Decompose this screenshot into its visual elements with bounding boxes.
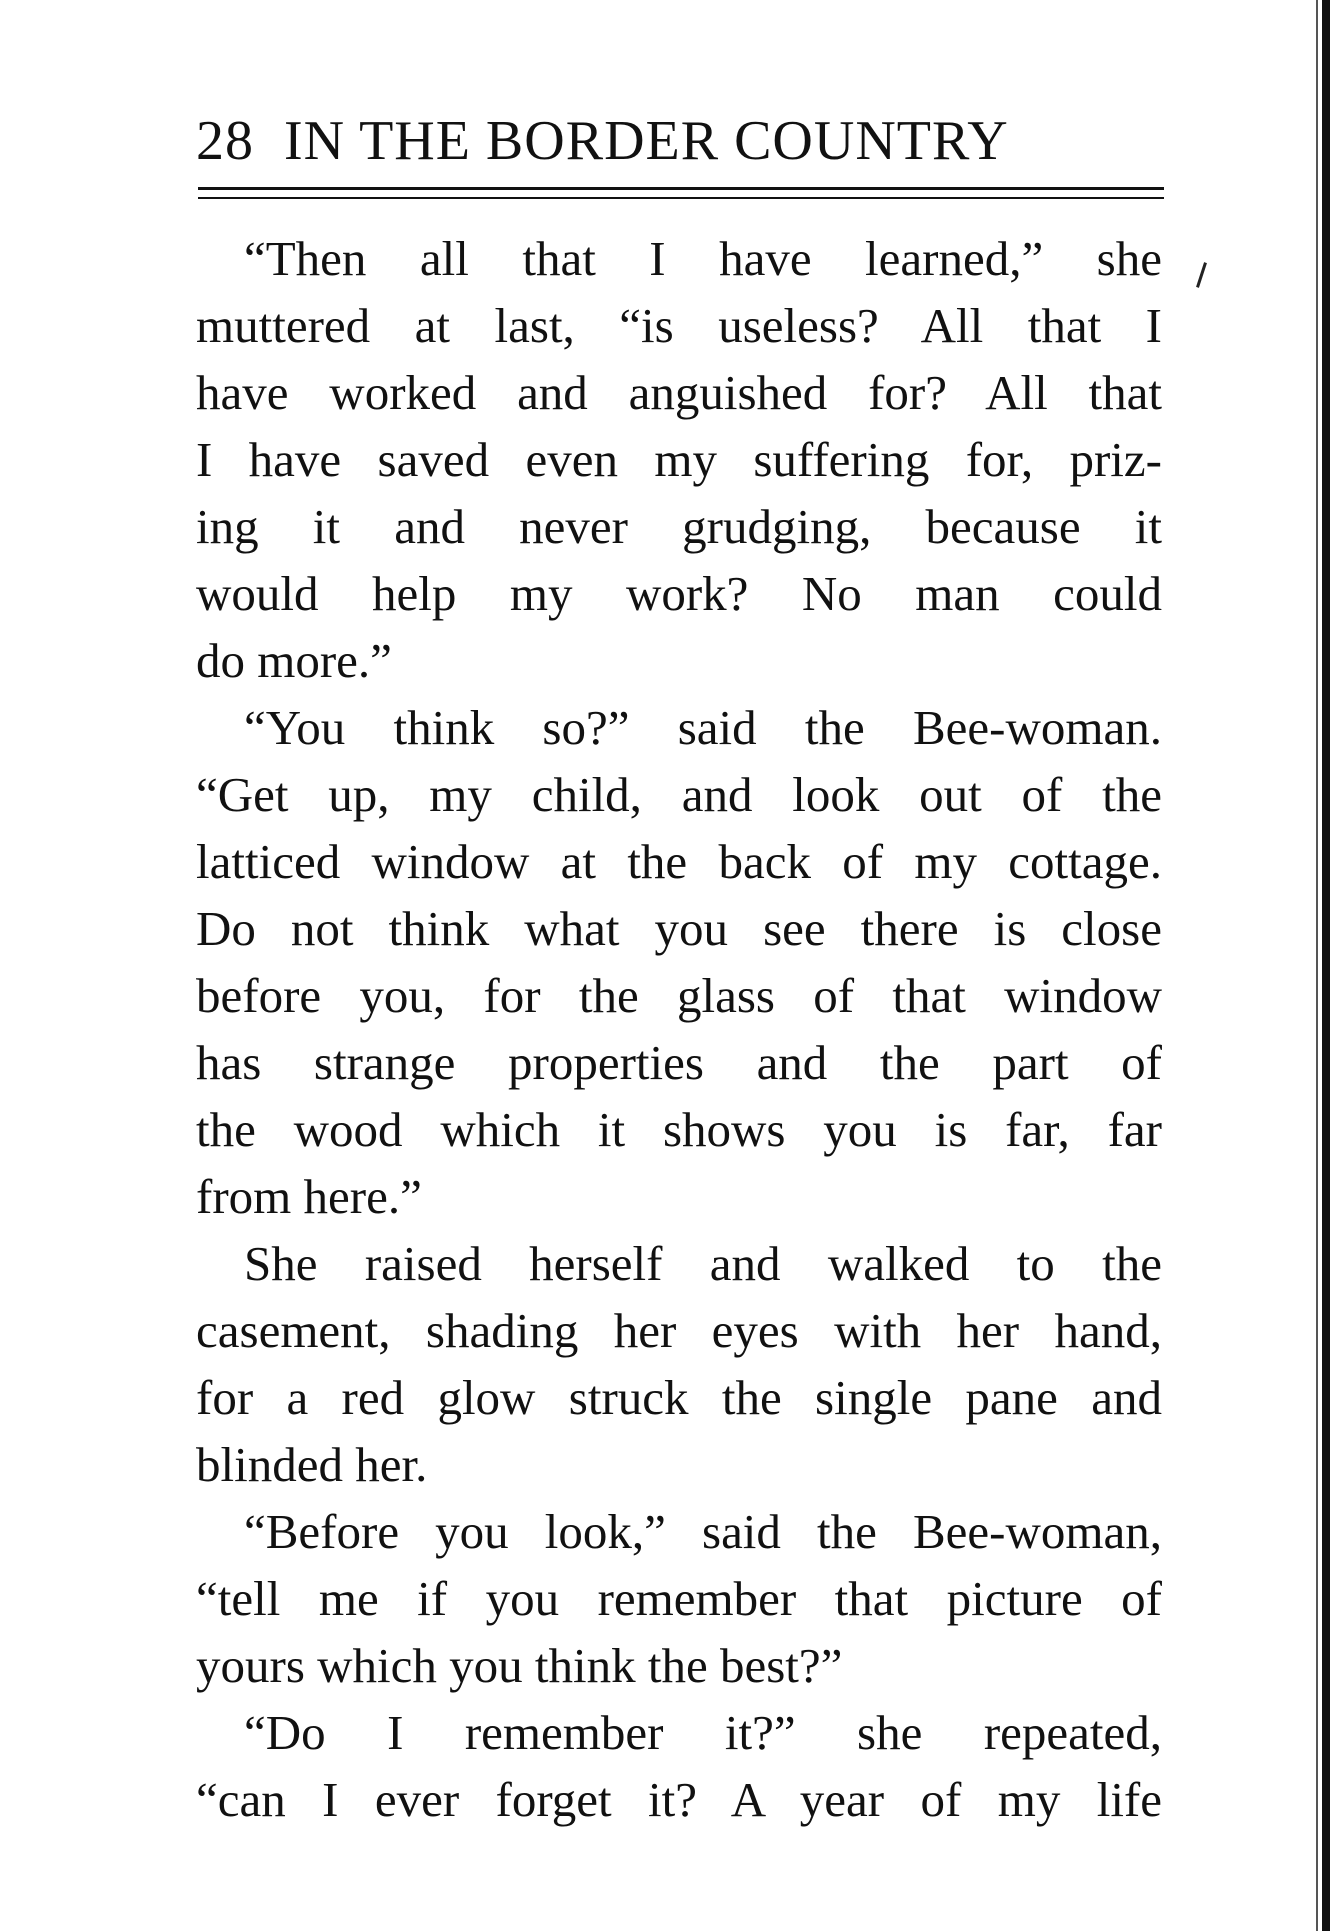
text-line: before you, for the glass of that window xyxy=(196,968,1162,1023)
text-line: has strange properties and the part of xyxy=(196,1035,1162,1090)
header-rule-top xyxy=(198,187,1164,190)
text-line: latticed window at the back of my cottage. xyxy=(196,834,1162,889)
text-line: I have saved even my suffering for, priz- xyxy=(196,432,1162,487)
text-line: “Before you look,” said the Bee-woman, xyxy=(244,1504,1162,1559)
text-line: “You think so?” said the Bee-woman. xyxy=(244,700,1162,755)
text-line: casement, shading her eyes with her hand, xyxy=(196,1303,1162,1358)
text-line: for a red glow struck the single pane and xyxy=(196,1370,1162,1425)
text-line: Do not think what you see there is close xyxy=(196,901,1162,956)
text-line: “can I ever forget it? A year of my life xyxy=(196,1772,1162,1827)
text-line: “Get up, my child, and look out of the xyxy=(196,767,1162,822)
scan-edge-shadow xyxy=(1316,0,1318,1931)
stray-ink-mark xyxy=(1196,262,1207,288)
running-title: IN THE BORDER COUNTRY xyxy=(284,110,1009,172)
text-line: blinded her. xyxy=(196,1437,428,1492)
running-header xyxy=(196,106,1166,176)
body-text xyxy=(196,225,1162,1833)
text-line: She raised herself and walked to the xyxy=(244,1236,1162,1291)
text-line: the wood which it shows you is far, far xyxy=(196,1102,1162,1157)
text-line: have worked and anguished for? All that xyxy=(196,365,1162,420)
text-line: do more.” xyxy=(196,633,392,688)
text-line: yours which you think the best?” xyxy=(196,1638,843,1693)
text-line: ing it and never grudging, because it xyxy=(196,499,1162,554)
header-rule-bottom xyxy=(198,197,1164,199)
scan-edge-bar xyxy=(1322,0,1330,1931)
text-line: “Then all that I have learned,” she xyxy=(244,231,1162,286)
text-line: muttered at last, “is useless? All that I xyxy=(196,298,1162,353)
text-line: “tell me if you remember that picture of xyxy=(196,1571,1162,1626)
text-line: from here.” xyxy=(196,1169,422,1224)
text-line: would help my work? No man could xyxy=(196,566,1162,621)
text-line: “Do I remember it?” she repeated, xyxy=(244,1705,1162,1760)
page-number: 28 xyxy=(196,110,254,172)
